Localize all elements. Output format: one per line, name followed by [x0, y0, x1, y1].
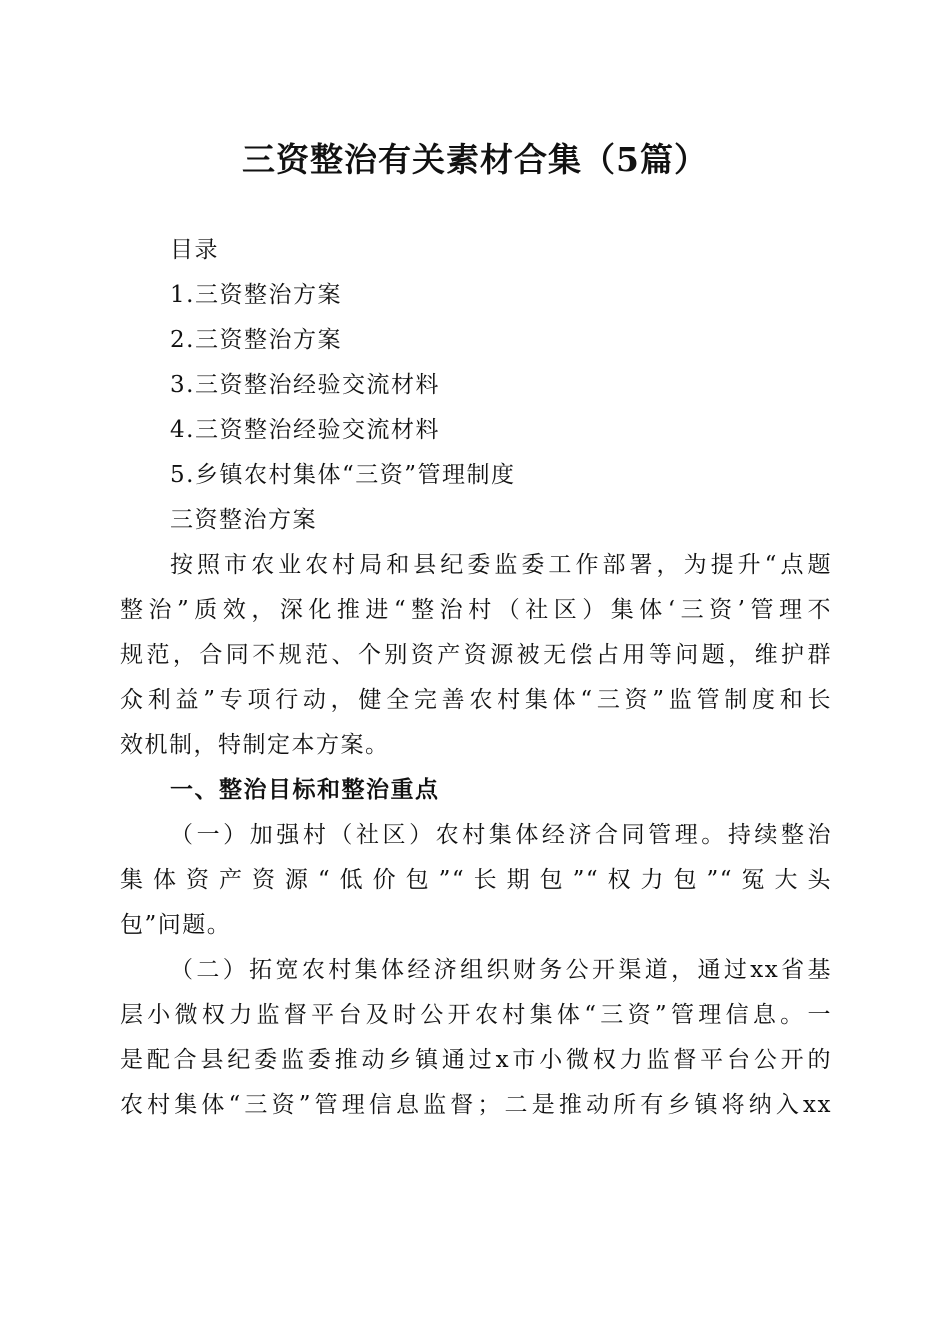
- item1-line2: 集体资产资源“低价包”“长期包”“权力包”“冤大头: [120, 867, 832, 893]
- toc-item-3: 3.三资整治经验交流材料: [170, 372, 440, 398]
- document-title: 三资整治有关素材合集（5篇）: [242, 140, 708, 179]
- heading-1: 一、整治目标和整治重点: [170, 777, 440, 803]
- toc-item-4: 4.三资整治经验交流材料: [170, 417, 440, 443]
- toc-label: 目录: [170, 237, 219, 263]
- document-body: [120, 228, 832, 1128]
- item2-line1: （二）拓宽农村集体经济组织财务公开渠道，通过xx省基: [170, 957, 832, 983]
- toc-item-1: 1.三资整治方案: [170, 282, 342, 308]
- item2-line3: 是配合县纪委监委推动乡镇通过x市小微权力监督平台公开的: [120, 1047, 832, 1073]
- paragraph1-line2: 整治”质效，深化推进“整治村（社区）集体‘三资’管理不: [120, 597, 832, 623]
- paragraph1-line4: 众利益”专项行动，健全完善农村集体“三资”监管制度和长: [120, 687, 832, 713]
- paragraph1-line3: 规范，合同不规范、个别资产资源被无偿占用等问题，维护群: [120, 642, 832, 668]
- paragraph1-line5: 效机制，特制定本方案。: [120, 732, 390, 758]
- item1-line3: 包”问题。: [120, 912, 232, 938]
- toc-item-5: 5.乡镇农村集体“三资”管理制度: [170, 462, 516, 488]
- item2-line2: 层小微权力监督平台及时公开农村集体“三资”管理信息。一: [120, 1002, 832, 1028]
- paragraph1-line1: 按照市农业农村局和县纪委监委工作部署，为提升“点题: [170, 552, 832, 578]
- item1-line1: （一）加强村（社区）农村集体经济合同管理。持续整治: [170, 822, 832, 848]
- item2-line4: 农村集体“三资”管理信息监督；二是推动所有乡镇将纳入xx: [120, 1092, 832, 1118]
- toc-item-2: 2.三资整治方案: [170, 327, 342, 353]
- section-title: 三资整治方案: [170, 507, 317, 533]
